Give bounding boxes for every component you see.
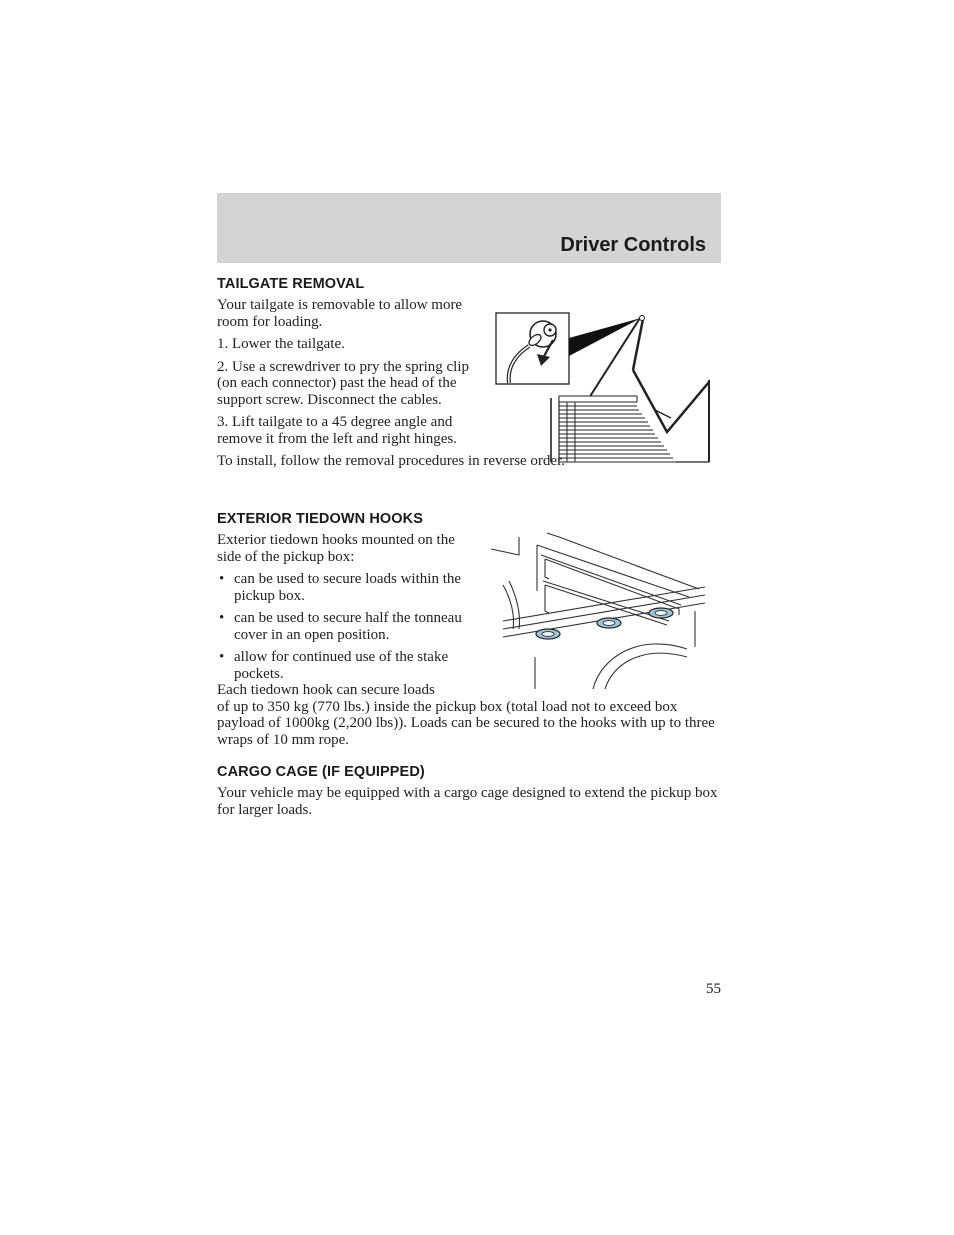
tiedown-hooks-illustration [489,529,711,691]
paragraph: Each tiedown hook can secure loads of up to 350 kg (770 lbs.) inside the pickup box (total load not to exceed box payload of 1000kg (2,200 lbs)). Loads can be secured to the hooks with up to three wraps of 10 mm rope. [217,682,715,748]
section-tiedown-hooks [217,511,723,748]
step-3: 3. Lift tailgate to a 45 degree angle and remove it from the left and right hinges. [217,414,457,447]
list-item: • allow for continued use of the stake pockets. [219,649,449,682]
chapter-title: Driver Controls [560,234,706,256]
install-note: To install, follow the removal procedures in reverse order. [217,453,566,469]
page-number: 55 [706,981,721,997]
section-heading: EXTERIOR TIEDOWN HOOKS [217,511,424,527]
step-2: 2. Use a screwdriver to pry the spring clip (on each connector) past the head of the support screw. Disconnect the cables. [217,358,470,408]
paragraph: Your vehicle may be equipped with a cargo cage designed to extend the pickup box for larger loads. [217,785,718,818]
tiedown-hook-icon [649,608,673,618]
step-1: 1. Lower the tailgate. [217,336,345,352]
section-heading: CARGO CAGE (IF EQUIPPED) [217,764,425,780]
paragraph: Exterior tiedown hooks mounted on the side of the pickup box: [217,532,455,565]
section-cargo-cage [217,764,723,818]
tiedown-hook-icon [597,618,621,628]
section-heading: TAILGATE REMOVAL [217,276,365,292]
page-content [217,276,723,824]
section-tailgate-removal [217,276,723,511]
list-item: • can be used to secure half the tonneau cover in an open position. [219,610,462,643]
bullet-icon: • [219,649,225,665]
tiedown-hook-icon [536,629,560,639]
header-band [217,193,721,263]
bullet-icon: • [219,610,225,626]
list-item: • can be used to secure loads within the pickup box. [219,571,462,604]
bullet-list [217,571,472,682]
paragraph: Your tailgate is removable to allow more room for loading. [217,297,463,330]
bullet-icon: • [219,571,225,587]
tailgate-illustration [495,310,713,465]
